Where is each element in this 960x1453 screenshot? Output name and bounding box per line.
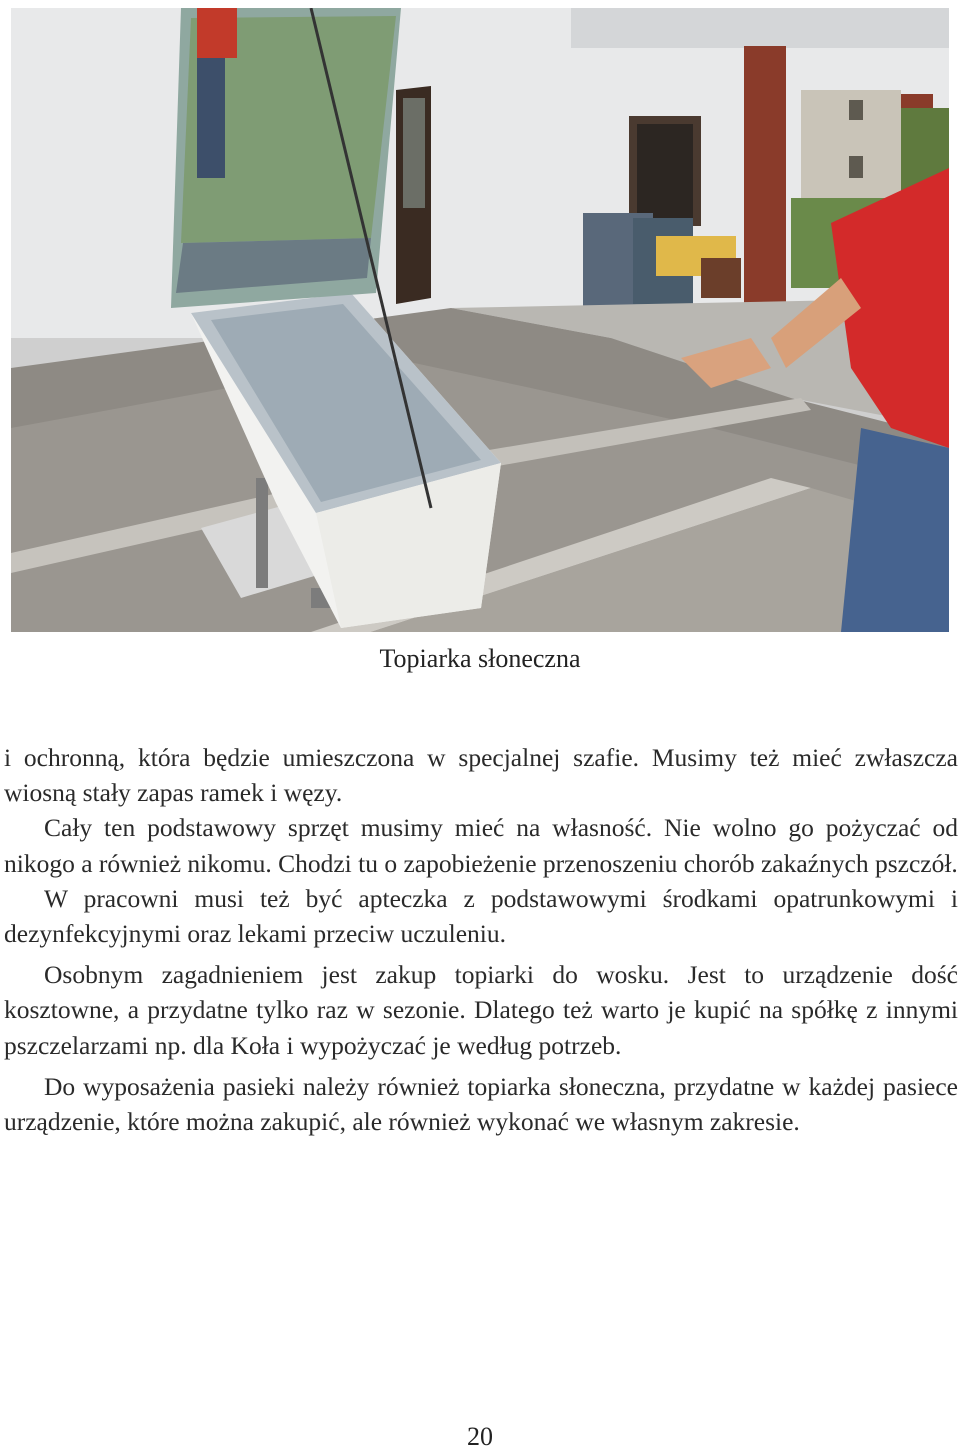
photo-illustration xyxy=(11,8,949,632)
page-number: 20 xyxy=(467,1422,493,1451)
paragraph-4: Osobnym zagadnieniem jest zakup topiarki do wosku. Jest to urządzenie dość kosztowne, a przydatne tylko raz w sezonie. Dlatego też warto je kupić na spółkę z innymi pszczelarzami np. dla Koła i wypożyczać je według potrzeb. xyxy=(4,960,958,1060)
paragraph-5: Do wyposażenia pasieki należy również topiarka słoneczna, przydatne w każdej pasiece urządzenie, które można zakupić, ale również wykonać we własnym zakresie. xyxy=(4,1071,958,1137)
paragraph-1: i ochronną, która będzie umieszczona w specjalnej szafie. Musimy też mieć zwłaszcza wiosną stały zapas ramek i węzy. xyxy=(4,743,958,808)
paragraph-3: W pracowni musi też być apteczka z podstawowymi środkami opatrunkowymi i dezynfekcyjnymi oraz lekami przeciw uczuleniu. xyxy=(4,883,958,949)
body-text xyxy=(4,740,958,1139)
paragraph-2: Cały ten podstawowy sprzęt musimy mieć na własność. Nie wolno go pożyczać od nikogo a również nikomu. Chodzi tu o zapobieżenie przenoszeniu chorób zakaźnych pszczół. xyxy=(4,813,958,878)
solar-wax-melter-photo xyxy=(11,8,949,632)
figure-caption: Topiarka słoneczna xyxy=(379,644,581,673)
